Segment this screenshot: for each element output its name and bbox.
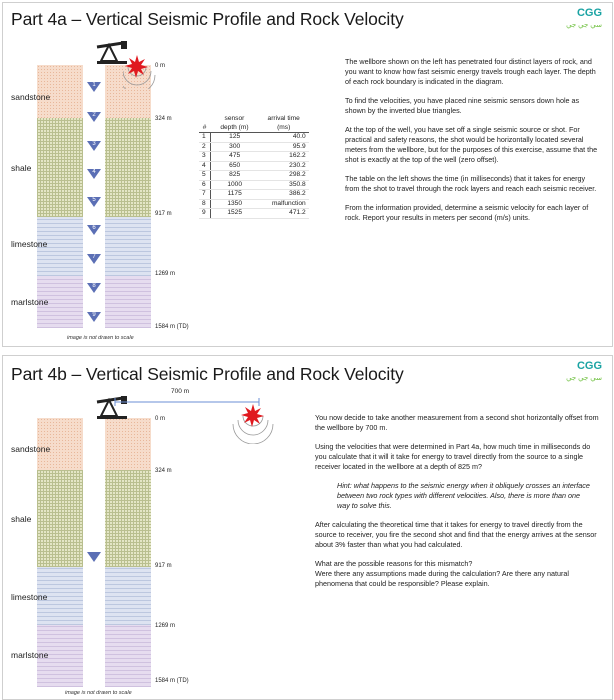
instructions-text: [315, 413, 603, 598]
shot-burst-icon: [229, 402, 277, 444]
rock-label-marlstone: marlstone: [11, 297, 49, 307]
logo-subtext: سي جي جي: [566, 22, 602, 29]
slide-part-4a: [2, 2, 613, 347]
instructions-text: [345, 57, 600, 232]
logo-subtext: سي جي جي: [566, 375, 602, 382]
depth-label: 1269 m: [155, 271, 176, 277]
slide-title: Part 4a – Vertical Seismic Profile and Rock Velocity: [11, 9, 404, 29]
logo-text: CGG: [576, 7, 602, 19]
rock-label-shale: shale: [11, 163, 32, 173]
rock-label-shale: shale: [11, 514, 32, 524]
header-depth: depth (m): [210, 124, 259, 133]
sensor-1-icon: 1: [87, 82, 101, 92]
shot-burst-icon: [123, 53, 166, 89]
table-row: 4 650 230.2: [199, 161, 309, 171]
receiver-sensor-icon: [87, 552, 101, 562]
paragraph: From the information provided, determine a seismic velocity for each layer of rock. Report your results in meters per second (m/s) units.: [345, 203, 589, 222]
depth-label: 1584 m (TD): [155, 678, 189, 684]
rock-label-sandstone: sandstone: [11, 444, 51, 454]
table-header-row: [199, 115, 309, 124]
header-num: #: [199, 124, 210, 133]
rock-label-sandstone: sandstone: [11, 92, 51, 102]
paragraph: You now decide to take another measurement from a second shot horizontally offset from the wellbore by 700 m.: [315, 413, 599, 432]
slide-title: Part 4b – Vertical Seismic Profile and Rock Velocity: [11, 364, 404, 384]
rock-label-marlstone: marlstone: [11, 650, 49, 660]
scale-note: image is not drawn to scale: [67, 335, 134, 341]
scale-note: image is not drawn to scale: [65, 690, 132, 696]
hint-paragraph: Hint: what happens to the seismic energy when it obliquely crosses an interface between two rock types with different velocities. Also, there is more than one way to solve this.: [337, 481, 590, 510]
rock-label-limestone: limestone: [11, 239, 48, 249]
paragraph: What are the possible reasons for this mismatch?: [315, 559, 473, 568]
table-row: 8 1350 malfunction: [199, 199, 309, 209]
sensor-5-icon: 5: [87, 197, 101, 207]
header-arrival: arrival time: [267, 115, 300, 122]
table-row: 9 1525 471.2: [199, 209, 309, 219]
table-header-row: [199, 124, 309, 133]
paragraph: Were there any assumptions made during the calculation? Are there any natural phenomena that could be responsible? Please explain.: [315, 569, 569, 588]
depth-label: 1584 m (TD): [155, 324, 189, 330]
table-row: 5 825 298.2: [199, 171, 309, 181]
depth-label: 324 m: [155, 116, 172, 122]
cgg-logo: [558, 360, 604, 390]
paragraph: After calculating the theoretical time that it takes for energy to travel directly from the source to receiver, you fire the second shot and find that the energy arrives at the sensor about 3% faster than what you had calculated.: [315, 520, 597, 549]
sensor-9-icon: 9: [87, 312, 101, 322]
sensor-4-icon: 4: [87, 169, 101, 179]
sensor-6-icon: 6: [87, 225, 101, 235]
sensor-8-icon: 8: [87, 283, 101, 293]
sensor-2-icon: 2: [87, 112, 101, 122]
depth-label: 324 m: [155, 468, 172, 474]
header-ms: (ms): [259, 124, 309, 133]
arrival-time-table: [199, 115, 309, 219]
table-row: 1 125 40.0: [199, 133, 309, 143]
offset-label: 700 m: [171, 388, 190, 395]
paragraph: Using the velocities that were determined in Part 4a, how much time in milliseconds do you calculate that it will it take for energy to travel directly from the source to a single receiver located in the wellbore at a depth of 825 m?: [315, 442, 591, 471]
table-row: 2 300 95.9: [199, 142, 309, 152]
table-row: 7 1175 386.2: [199, 190, 309, 200]
sensor-3-icon: 3: [87, 141, 101, 151]
depth-label: 0 m: [155, 63, 166, 69]
logo-text: CGG: [576, 360, 602, 372]
table-row: 3 475 162.2: [199, 152, 309, 162]
sensor-7-icon: 7: [87, 254, 101, 264]
cgg-logo: [558, 7, 604, 37]
paragraph: To find the velocities, you have placed nine seismic sensors down hole as shown by the inverted blue triangles.: [345, 96, 580, 115]
depth-label: 917 m: [155, 211, 172, 217]
depth-label: 1269 m: [155, 623, 176, 629]
slide-part-4b: [2, 355, 613, 700]
rock-label-limestone: limestone: [11, 592, 48, 602]
paragraph: The table on the left shows the time (in milliseconds) that it takes for energy from the shot to travel through the rock layers and reach each seismic receiver.: [345, 174, 597, 193]
paragraph: The wellbore shown on the left has penetrated four distinct layers of rock, and you want to know how fast seismic energy travels trough each layer. The depth of each rock boundary is indicated in the diagram.: [345, 57, 596, 86]
paragraph: At the top of the well, you have set off a single seismic source or shot. For practical and safety reasons, the shot would be horizontally located several meters from the wellbore, but for the purposes of this exercise, assume that the shot is exactly at the top of the well (zero offset).: [345, 125, 598, 164]
depth-label: 917 m: [155, 563, 172, 569]
header-sensor: sensor: [224, 115, 245, 122]
table-row: 6 1000 350.8: [199, 180, 309, 190]
depth-label: 0 m: [155, 416, 166, 422]
